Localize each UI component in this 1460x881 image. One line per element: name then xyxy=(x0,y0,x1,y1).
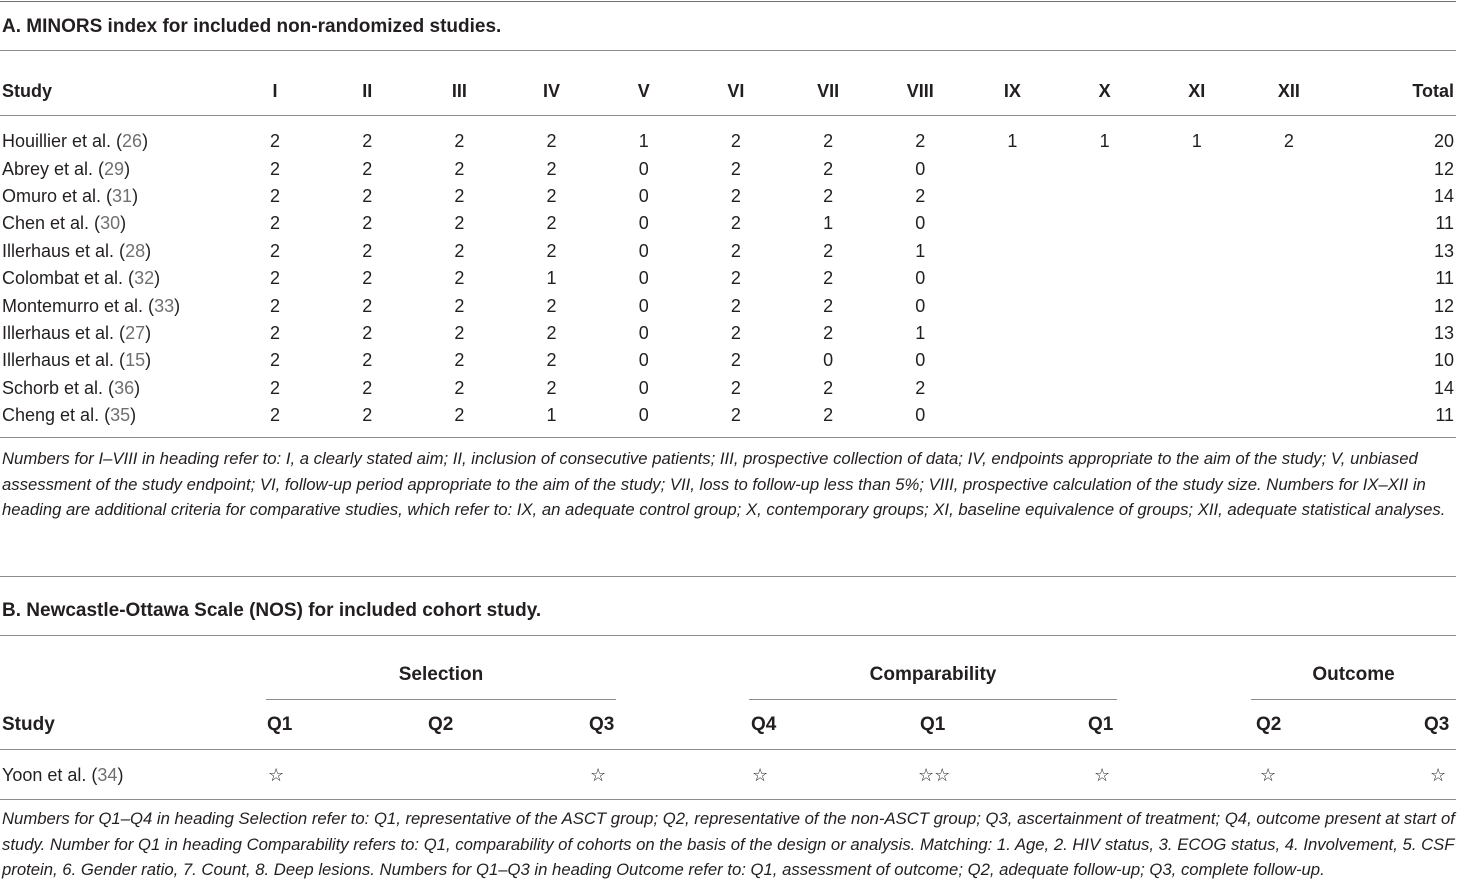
header-V: V xyxy=(637,80,650,101)
score-cell: 1 xyxy=(1099,131,1110,152)
score-cell: 1 xyxy=(915,322,926,343)
minors-header-rule xyxy=(0,115,1456,116)
nos-cell-q2-outcome: ☆ xyxy=(1260,765,1277,785)
group-comparability: Comparability xyxy=(869,664,997,685)
header-study: Study xyxy=(2,80,53,101)
score-cell: 0 xyxy=(915,268,926,289)
score-cell: 2 xyxy=(546,131,557,152)
reference-link[interactable]: 34 xyxy=(97,765,118,785)
score-cell: 1 xyxy=(546,405,557,426)
study-cell: Illerhaus et al. (27) xyxy=(2,322,152,343)
score-cell: 2 xyxy=(546,350,557,371)
nos-cell-q1-comparability: ☆☆ xyxy=(918,765,951,785)
table-row xyxy=(0,183,1456,210)
reference-link[interactable]: 31 xyxy=(112,185,133,206)
score-cell: 2 xyxy=(454,185,465,206)
score-cell: 2 xyxy=(270,158,281,179)
score-cell: 2 xyxy=(730,322,741,343)
score-cell: 0 xyxy=(638,213,649,234)
reference-link[interactable]: 33 xyxy=(154,295,175,316)
score-cell: 2 xyxy=(270,377,281,398)
reference-link[interactable]: 28 xyxy=(125,240,146,261)
total-cell: 13 xyxy=(1433,322,1454,343)
score-cell: 0 xyxy=(915,158,926,179)
table-row xyxy=(0,292,1456,319)
score-cell: 2 xyxy=(454,158,465,179)
nos-header-q2-outcome: Q2 xyxy=(1256,714,1282,735)
score-cell: 0 xyxy=(638,268,649,289)
score-cell: 2 xyxy=(1283,131,1294,152)
score-cell: 0 xyxy=(638,295,649,316)
study-cell: Omuro et al. (31) xyxy=(2,185,139,206)
score-cell: 2 xyxy=(362,350,373,371)
table-row xyxy=(0,238,1456,265)
score-cell: 2 xyxy=(915,185,926,206)
score-cell: 2 xyxy=(362,322,373,343)
study-cell: Illerhaus et al. (28) xyxy=(2,240,152,261)
nos-study: Yoon et al. (34) xyxy=(2,765,124,785)
score-cell: 0 xyxy=(638,350,649,371)
score-cell: 0 xyxy=(638,405,649,426)
nos-header-q4-comparability: Q4 xyxy=(751,714,777,735)
score-cell: 2 xyxy=(454,322,465,343)
score-cell: 2 xyxy=(362,405,373,426)
reference-link[interactable]: 27 xyxy=(125,322,146,343)
nos-cell-q3-outcome: ☆ xyxy=(1430,765,1447,785)
score-cell: 0 xyxy=(638,185,649,206)
nos-cell-q4-comparability: ☆ xyxy=(752,765,769,785)
score-cell: 1 xyxy=(915,240,926,261)
study-cell: Colombat et al. (32) xyxy=(2,268,161,289)
score-cell: 2 xyxy=(270,322,281,343)
table-row xyxy=(0,375,1456,402)
score-cell: 0 xyxy=(915,295,926,316)
section-b-title: B. Newcastle-Ottawa Scale (NOS) for included cohort study. xyxy=(2,600,542,621)
total-cell: 20 xyxy=(1433,131,1454,152)
score-cell: 1 xyxy=(823,213,834,234)
score-cell: 2 xyxy=(823,131,834,152)
table-row xyxy=(0,402,1456,429)
header-VI: VI xyxy=(727,80,745,101)
score-cell: 2 xyxy=(546,322,557,343)
header-II: II xyxy=(362,80,373,101)
score-cell: 2 xyxy=(270,185,281,206)
nos-header-q3-selection: Q3 xyxy=(589,714,615,735)
score-cell: 2 xyxy=(730,131,741,152)
score-cell: 2 xyxy=(823,377,834,398)
section-a-title-rule xyxy=(0,50,1456,51)
score-cell: 2 xyxy=(454,377,465,398)
nos-note: Numbers for Q1–Q4 in heading Selection refer to: Q1, representative of the ASCT group; Q2, representative of the non-ASCT group; Q3, ascertainment of treatment; Q4, outcome present at start of study. Number for Q1 in heading Comparability refers to: Q1, comparability of cohorts on the basis of the design or analysis. Matching: 1. Age, 2. HIV status, 3. ECOG status, 4. Involvement, 5. CSF protein, 6. Gender ratio, 7. Count, 8. Deep lesions. Numbers for Q1–Q3 in heading Outcome refer to: Q1, assessment of outcome; Q2, adequate follow-up; Q3, complete follow-up. xyxy=(2,809,1455,879)
header-XII: XII xyxy=(1277,80,1300,101)
study-cell: Schorb et al. (36) xyxy=(2,377,141,398)
score-cell: 2 xyxy=(362,213,373,234)
score-cell: 2 xyxy=(915,131,926,152)
score-cell: 2 xyxy=(915,377,926,398)
total-cell: 10 xyxy=(1433,350,1454,371)
score-cell: 2 xyxy=(454,240,465,261)
score-cell: 2 xyxy=(823,295,834,316)
group-outcome: Outcome xyxy=(1312,664,1395,685)
score-cell: 2 xyxy=(454,268,465,289)
score-cell: 2 xyxy=(454,131,465,152)
nos-bottom-rule xyxy=(0,799,1456,800)
score-cell: 0 xyxy=(915,350,926,371)
header-III: III xyxy=(451,80,467,101)
total-cell: 11 xyxy=(1435,213,1454,234)
section-b-top-rule xyxy=(0,576,1456,577)
score-cell: 1 xyxy=(638,131,649,152)
score-cell: 1 xyxy=(1007,131,1018,152)
score-cell: 2 xyxy=(546,377,557,398)
score-cell: 2 xyxy=(362,185,373,206)
total-cell: 12 xyxy=(1433,158,1454,179)
nos-header-q2-selection: Q2 xyxy=(428,714,454,735)
score-cell: 1 xyxy=(546,268,557,289)
score-cell: 2 xyxy=(546,185,557,206)
header-IV: IV xyxy=(543,80,561,101)
score-cell: 2 xyxy=(546,158,557,179)
score-cell: 2 xyxy=(454,405,465,426)
total-cell: 14 xyxy=(1433,377,1454,398)
score-cell: 2 xyxy=(546,295,557,316)
reference-link[interactable]: 35 xyxy=(110,405,131,426)
table-row xyxy=(0,347,1456,374)
header-I: I xyxy=(272,80,278,101)
score-cell: 2 xyxy=(362,295,373,316)
score-cell: 2 xyxy=(362,131,373,152)
score-cell: 2 xyxy=(454,213,465,234)
score-cell: 2 xyxy=(730,350,741,371)
score-cell: 2 xyxy=(730,185,741,206)
score-cell: 2 xyxy=(823,268,834,289)
score-cell: 0 xyxy=(915,405,926,426)
score-cell: 2 xyxy=(454,350,465,371)
score-cell: 2 xyxy=(270,240,281,261)
header-IX: IX xyxy=(1003,80,1021,101)
top-rule xyxy=(0,1,1456,2)
score-cell: 2 xyxy=(270,295,281,316)
study-cell: Chen et al. (30) xyxy=(2,213,127,234)
score-cell: 2 xyxy=(270,131,281,152)
header-total: Total xyxy=(1412,80,1454,101)
score-cell: 2 xyxy=(730,158,741,179)
score-cell: 0 xyxy=(915,213,926,234)
nos-header-q1-selection: Q1 xyxy=(267,714,293,735)
score-cell: 2 xyxy=(270,405,281,426)
score-cell: 2 xyxy=(546,240,557,261)
score-cell: 2 xyxy=(362,377,373,398)
header-VIII: VIII xyxy=(906,80,934,101)
score-cell: 1 xyxy=(1191,131,1202,152)
group-comparability-rule xyxy=(749,699,1117,700)
reference-link[interactable]: 15 xyxy=(125,350,146,371)
score-cell: 2 xyxy=(823,240,834,261)
minors-header-row xyxy=(0,76,1456,106)
minors-bottom-rule xyxy=(0,437,1456,438)
score-cell: 2 xyxy=(362,240,373,261)
total-cell: 14 xyxy=(1433,185,1454,206)
score-cell: 2 xyxy=(730,213,741,234)
nos-header-study: Study xyxy=(2,714,55,735)
nos-cell-q1-selection: ☆ xyxy=(268,765,285,785)
header-X: X xyxy=(1098,80,1111,101)
nos-header-q1-comparability-2: Q1 xyxy=(1088,714,1114,735)
minors-table xyxy=(0,76,1456,429)
group-selection: Selection xyxy=(398,664,484,685)
study-cell: Cheng et al. (35) xyxy=(2,405,137,426)
score-cell: 2 xyxy=(270,350,281,371)
minors-body xyxy=(0,128,1456,429)
score-cell: 2 xyxy=(730,295,741,316)
score-cell: 2 xyxy=(546,213,557,234)
total-cell: 13 xyxy=(1433,240,1454,261)
total-cell: 12 xyxy=(1433,295,1454,316)
score-cell: 0 xyxy=(823,350,834,371)
reference-link[interactable]: 26 xyxy=(122,131,143,152)
reference-link[interactable]: 36 xyxy=(114,377,135,398)
section-a-title: A. MINORS index for included non-randomized studies. xyxy=(2,16,502,37)
score-cell: 2 xyxy=(823,322,834,343)
header-VII: VII xyxy=(817,80,840,101)
study-cell: Montemurro et al. (33) xyxy=(2,295,181,316)
total-cell: 11 xyxy=(1435,405,1454,426)
section-b-title-rule xyxy=(0,635,1456,636)
nos-cell-q3-selection: ☆ xyxy=(590,765,607,785)
nos-header-rule xyxy=(0,749,1456,750)
nos-header-q1-comparability: Q1 xyxy=(920,714,946,735)
nos-cell-q1-comparability-2: ☆ xyxy=(1094,765,1111,785)
table-row xyxy=(0,210,1456,237)
table-row xyxy=(0,128,1456,155)
table-row xyxy=(0,265,1456,292)
study-cell: Illerhaus et al. (15) xyxy=(2,350,152,371)
group-selection-rule xyxy=(266,699,616,700)
score-cell: 2 xyxy=(454,295,465,316)
score-cell: 2 xyxy=(823,405,834,426)
score-cell: 2 xyxy=(270,268,281,289)
nos-header-q3-outcome: Q3 xyxy=(1424,714,1450,735)
minors-note: Numbers for I–VIII in heading refer to: I, a clearly stated aim; II, inclusion of consecutive patients; III, prospective collection of data; IV, endpoints appropriate to the aim of the study; V, unbiased assessment of the study endpoint; VI, follow-up period appropriate to the aim of the study; VII, loss to follow-up less than 5%; VIII, prospective calculation of the study size. Numbers for IX–XII in heading are additional criteria for comparative studies, which refer to: IX, an adequate control group; X, contemporary groups; XI, baseline equivalence of groups; XII, adequate statistical analyses. xyxy=(2,449,1446,519)
study-cell: Houillier et al. (26) xyxy=(2,131,149,152)
score-cell: 2 xyxy=(730,240,741,261)
reference-link[interactable]: 29 xyxy=(104,158,125,179)
score-cell: 2 xyxy=(362,158,373,179)
table-row xyxy=(0,155,1456,182)
table-row xyxy=(0,320,1456,347)
score-cell: 2 xyxy=(730,268,741,289)
score-cell: 0 xyxy=(638,158,649,179)
reference-link[interactable]: 32 xyxy=(134,268,155,289)
score-cell: 2 xyxy=(730,405,741,426)
reference-link[interactable]: 30 xyxy=(100,213,121,234)
total-cell: 11 xyxy=(1435,268,1454,289)
group-outcome-rule xyxy=(1251,699,1456,700)
score-cell: 2 xyxy=(730,377,741,398)
score-cell: 2 xyxy=(362,268,373,289)
score-cell: 0 xyxy=(638,240,649,261)
score-cell: 2 xyxy=(270,213,281,234)
study-cell: Abrey et al. (29) xyxy=(2,158,131,179)
score-cell: 2 xyxy=(823,185,834,206)
score-cell: 2 xyxy=(823,158,834,179)
score-cell: 0 xyxy=(638,322,649,343)
header-XI: XI xyxy=(1188,80,1206,101)
score-cell: 0 xyxy=(638,377,649,398)
